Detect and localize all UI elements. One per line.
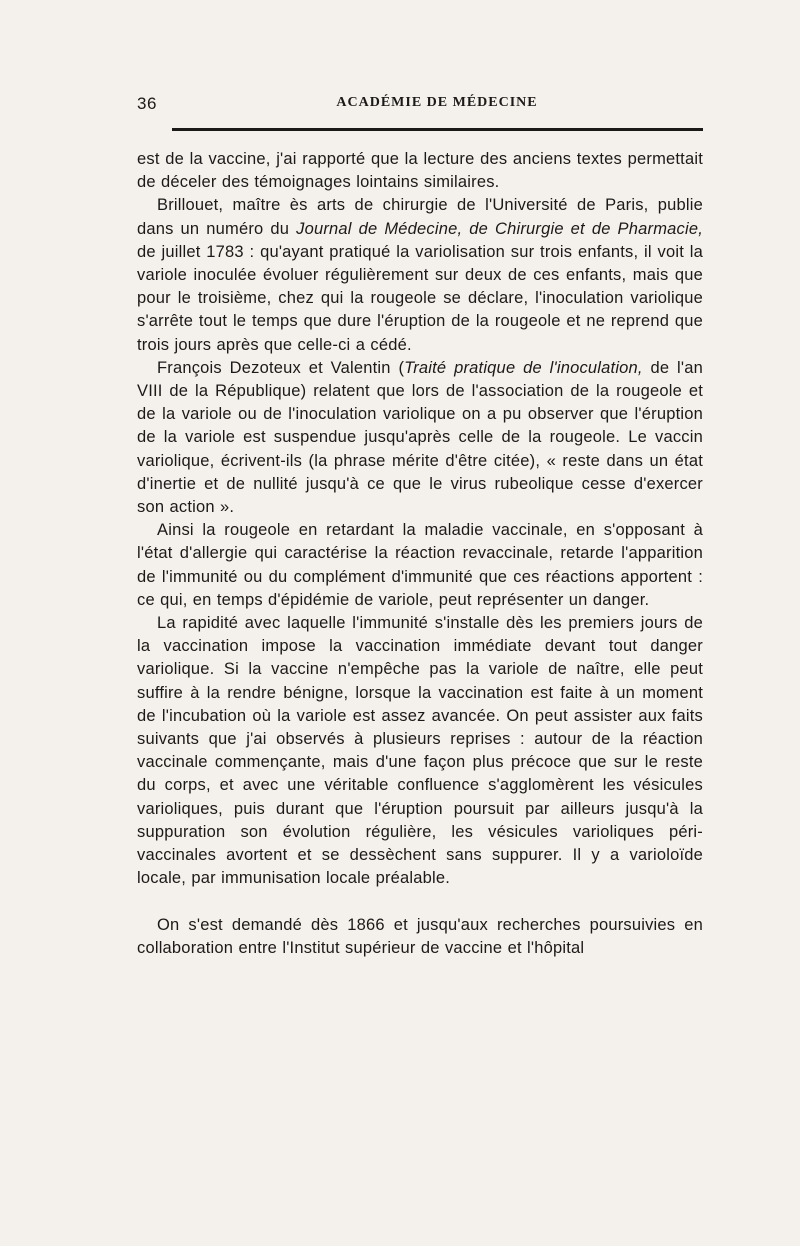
paragraph <box>137 357 703 519</box>
body-text <box>137 148 703 960</box>
italic-citation: Traité pratique de l'inoculation, <box>404 358 643 377</box>
paragraph <box>137 194 703 356</box>
page-number: 36 <box>137 94 157 113</box>
paragraph <box>137 148 703 194</box>
text-run: Brillouet, maître ès arts de chirurgie de l'Université de Paris, publie dans un numéro du <box>137 196 703 238</box>
header-rule <box>172 128 703 131</box>
paragraph <box>137 519 703 612</box>
text-run: est de la vaccine, j'ai rapporté que la lecture des anciens textes permettait de déceler des témoignages lointains similaires. <box>137 150 703 192</box>
text-run: François Dezoteux et Valentin ( <box>157 358 405 377</box>
text-run: La rapidité avec laquelle l'immunité s'installe dès les premiers jours de la vaccination impose la vaccination immédiate devant tout danger variolique. Si la vaccine n'empêche pas la variole de naître, elle peut suffire à la rendre bénigne, lorsque la vaccination est faite à un moment de l'incubation où la variole est assez avancée. On peut assister aux faits suivants que j'ai observés à plusieurs reprises : autour de la réaction vaccinale commençante, mais d'une façon plus précoce que sur le reste du corps, et avec une véritable confluence s'agglomèrent les vésicules varioliques, puis durant que l'éruption poursuit par ailleurs jusqu'à la suppuration son évolution régulière, les vésicules varioliques péri-vaccinales avortent et se dessèchent sans suppurer. Il y a varioloïde locale, par immunisation locale préalable. <box>137 614 703 888</box>
page-header <box>137 94 697 118</box>
running-title: ACADÉMIE DE MÉDECINE <box>336 95 538 110</box>
text-run: de juillet 1783 : qu'ayant pratiqué la variolisation sur trois enfants, il voit la variole inoculée évoluer régulièrement sur deux de ces enfants, mais que pour le troisième, chez qui la rougeole se déclare, l'inoculation variolique s'arrête tout le temps que dure l'éruption de la rougeole et ne reprend que trois jours après que celle-ci a cédé. <box>137 242 703 354</box>
italic-citation: Journal de Médecine, de Chirurgie et de Pharmacie, <box>296 219 703 238</box>
paragraph <box>137 612 703 890</box>
text-run: de l'an VIII de la République) relatent que lors de l'association de la rougeole et de la variole ou de l'inoculation variolique on a pu observer que l'éruption de la variole est suspendue jusqu'après celle de la rougeole. Le vaccin variolique, écrivent-ils (la phrase mérite d'être citée), « reste dans un état d'inertie et de nullité jusqu'à ce que le virus rubeolique cesse d'exercer son action ». <box>137 358 703 517</box>
text-run: On s'est demandé dès 1866 et jusqu'aux recherches poursuivies en collaboration entre l'Institut supérieur de vaccine et l'hôpital <box>137 915 703 957</box>
text-run: Ainsi la rougeole en retardant la maladie vaccinale, en s'opposant à l'état d'allergie qui caractérise la réaction revaccinale, retarde l'apparition de l'immunité ou du complément d'immunité que ces réactions apportent : ce qui, en temps d'épidémie de variole, peut représenter un danger. <box>137 521 703 609</box>
paragraph <box>137 914 703 960</box>
